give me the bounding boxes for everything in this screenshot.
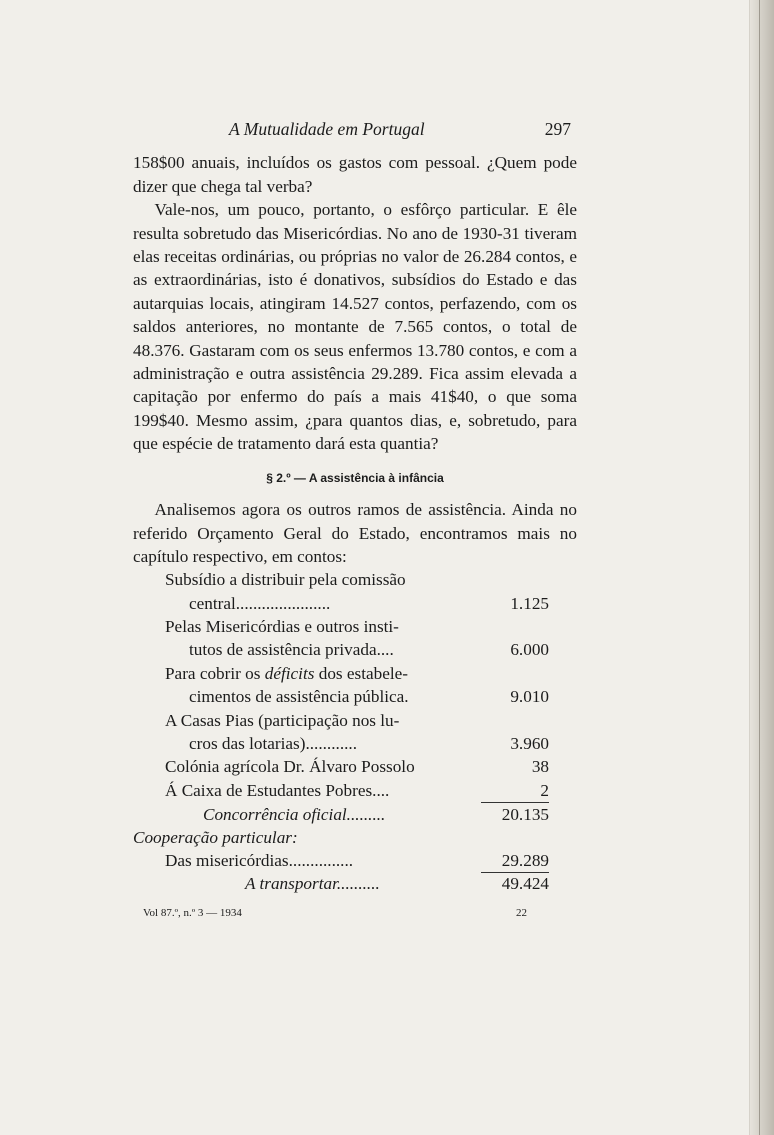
row-label-part: dos estabele- xyxy=(314,663,408,683)
page-edge-line xyxy=(759,0,760,1135)
row-label: Á Caixa de Estudantes Pobres.... xyxy=(165,780,390,800)
row-label: Subsídio a distribuir pela comissão xyxy=(165,570,406,590)
row-value: 9.010 xyxy=(510,687,549,707)
row-value: 3.960 xyxy=(510,734,549,754)
table-row xyxy=(165,849,549,872)
row-label-emphasis: déficits xyxy=(264,663,315,683)
row-label: tutos de assistência privada.... xyxy=(189,640,394,660)
paragraph-2: Vale-nos, um pouco, portanto, o esfôrço particular. E êle resulta sobretudo das Misericórdias. No ano de 1930-31 tiveram elas receitas ordinárias, ou próprias no valor de 26.284 contos, e as extraordinárias, isto é donativos, subsídios do Estado e das autarquias locais, atingiram 14.527 contos, perfazendo, com os saldos anteriores, no montante de 7.565 contos, o total de 48.376. Gastaram com os seus enfermos 13.780 contos, e com a administração e outra assistência 29.289. Fica assim elevada a capitação por enfermo do país a mais 41$40, o que soma 199$40. Mesmo assim, ¿para quantos dias, e, sobretudo, para que espécie de tratamento dará esta quantia? xyxy=(133,200,577,454)
paragraph-3: Analisemos agora os outros ramos de assistência. Ainda no referido Orçamento Geral do Estado, encontramos mais no capítulo respectivo, em contos: xyxy=(133,500,577,566)
cooperation-heading: Cooperação particular: xyxy=(133,827,298,847)
row-value: 20.135 xyxy=(481,802,549,826)
table-row xyxy=(165,638,549,661)
budget-table-continued xyxy=(165,849,549,896)
page-footer xyxy=(133,902,577,925)
table-row xyxy=(165,662,549,685)
row-label: cros das lotarias)............ xyxy=(189,734,358,754)
row-label: cimentos de assistência pública. xyxy=(189,687,409,707)
row-label: central...................... xyxy=(189,593,331,613)
row-value: 1.125 xyxy=(510,593,549,613)
row-label-part: Para cobrir os xyxy=(165,663,265,683)
row-value: 29.289 xyxy=(481,849,549,873)
table-row xyxy=(165,709,549,732)
page-number: 297 xyxy=(544,119,571,139)
row-value: 6.000 xyxy=(510,640,549,660)
table-row xyxy=(165,592,549,615)
table-row xyxy=(165,755,549,778)
table-row xyxy=(165,615,549,638)
footer-volume: Vol 87.º, n.º 3 — 1934 xyxy=(143,906,242,919)
paragraph-1: 158$00 anuais, incluídos os gastos com pessoal. ¿Quem pode dizer que chega tal verba? xyxy=(133,153,577,196)
section-title: § 2.º — A assistência à infância xyxy=(266,470,444,485)
row-label: Concorrência oficial......... xyxy=(203,805,386,825)
page-content xyxy=(133,118,577,925)
table-row xyxy=(165,568,549,591)
row-value: 2 xyxy=(540,780,549,800)
row-label: Colónia agrícola Dr. Álvaro Possolo xyxy=(165,757,415,777)
table-row xyxy=(165,779,549,802)
running-header xyxy=(133,118,577,141)
running-title: A Mutualidade em Portugal xyxy=(229,119,425,139)
footer-signature: 22 xyxy=(516,906,527,919)
table-row xyxy=(165,685,549,708)
row-label: A Casas Pias (participação nos lu- xyxy=(165,710,400,730)
table-row-carry xyxy=(165,872,549,895)
row-label: Pelas Misericórdias e outros insti- xyxy=(165,617,399,637)
page-edge xyxy=(749,0,774,1135)
table-row-total xyxy=(165,802,549,825)
row-label: Das misericórdias............... xyxy=(165,851,354,870)
row-value: 38 xyxy=(531,757,549,777)
table-row xyxy=(165,732,549,755)
row-label: A transportar.......... xyxy=(245,874,380,894)
row-value: 49.424 xyxy=(501,874,549,894)
row-label xyxy=(165,662,549,685)
budget-table xyxy=(165,568,549,825)
